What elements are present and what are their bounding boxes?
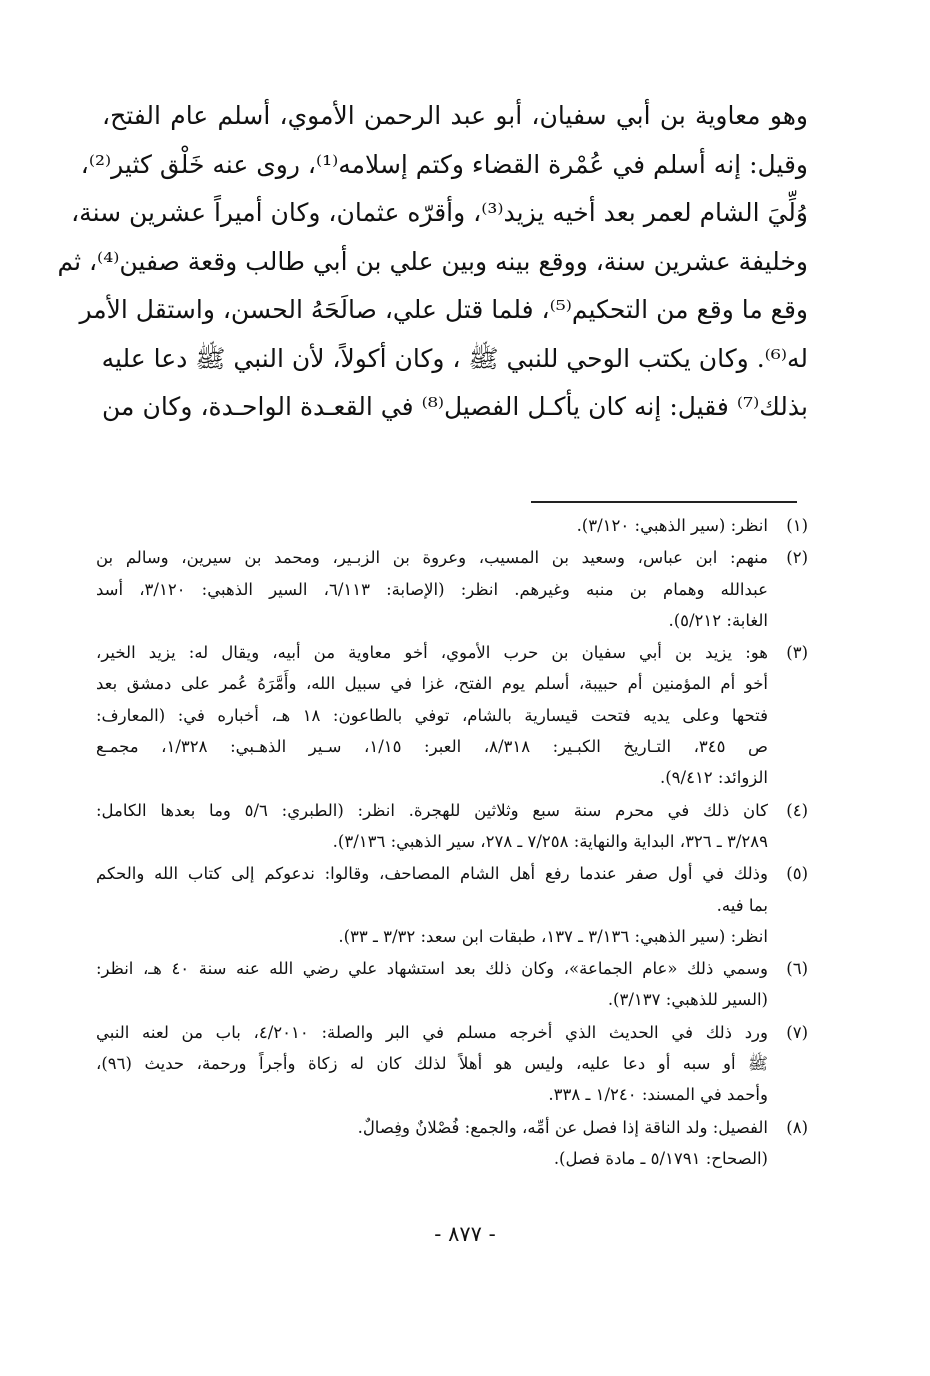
footnote-body bbox=[96, 953, 768, 1016]
main-text-line: بذلك⁽⁷⁾ فقيل: إنه كان يأكـل الفصيل⁽⁸⁾ في القعـدة الواحـدة، وكان من bbox=[102, 392, 808, 421]
footnote-line: وذلك في أول صفر عندما رفع أهل الشام المصاحف، وقالوا: ندعوكم إلى كتاب الله والحكم bbox=[96, 864, 768, 884]
footnote-line: الزوائد: ٩/٤١٢). bbox=[659, 768, 768, 788]
footnote-body bbox=[96, 858, 768, 952]
footnote-line: ٣/٢٨٩ ـ ٣٢٦، البداية والنهاية: ٧/٢٥٨ ـ ٢٧٨، سير الذهبي: ٣/١٣٦). bbox=[332, 831, 768, 851]
footnotes bbox=[96, 510, 808, 1175]
footnote-line: الغابة: ٥/٢١٢). bbox=[668, 610, 768, 630]
footnote-line: هو: يزيد بن أبي سفيان بن حرب الأموي، أخو معاوية من أبيه، ويقال له: يزيد الخير، bbox=[96, 643, 768, 663]
footnote-2 bbox=[96, 542, 808, 636]
page-number: - ٨٧٧ - bbox=[434, 1222, 496, 1246]
footnote-line: الفصيل: ولد الناقة إذا فصل عن أمِّه، والجمع: فُصْلانٌ وفِصالٌ. bbox=[357, 1117, 768, 1137]
footnote-line: ص ٣٤٥، التـاريخ الكبـير: ٨/٣١٨، العبر: ١/١٥، سـير الذهـبي: ١/٣٢٨، مجمـع bbox=[96, 737, 769, 757]
footnote-3 bbox=[96, 637, 808, 793]
footnote-4 bbox=[96, 795, 808, 858]
footnote-line: انظر: (سير الذهبي: ٣/١٣٦ ـ ١٣٧، طبقات ابن سعد: ٣/٣٢ ـ ٣٣). bbox=[338, 926, 768, 946]
footnote-number: (٣) bbox=[786, 643, 808, 663]
footnote-6 bbox=[96, 953, 808, 1016]
footnote-number: (٧) bbox=[786, 1022, 808, 1042]
footnote-line: كان ذلك في محرم سنة سبع وثلاثين للهجرة. انظر: (الطبري: ٥/٦ وما بعدها الكامل: bbox=[96, 800, 768, 820]
main-text-line: وُلِّيَ الشام لعمر بعد أخيه يزيد⁽³⁾، وأقرّه عثمان، وكان أميراً عشرين سنة، bbox=[71, 198, 808, 227]
main-text-line: وقيل: إنه أسلم في عُمْرة القضاء وكتم إسلامه⁽¹⁾، روى عنه خَلْق كثير⁽²⁾، bbox=[80, 149, 808, 179]
footnote-line: (السير للذهبي: ٣/١٣٧). bbox=[607, 990, 768, 1010]
footnote-7 bbox=[96, 1017, 808, 1111]
footnote-line: ورد ذلك في الحديث الذي أخرجه مسلم في البر والصلة: ٤/٢٠١٠، باب من لعنه النبي bbox=[96, 1022, 768, 1042]
footnote-number: (٨) bbox=[786, 1117, 808, 1137]
footnote-body bbox=[96, 542, 768, 636]
footnote-line: أخو أم المؤمنين أم حبيبة، أسلم يوم الفتح، غزا في سبيل الله، وأَمَّرَهُ عُمر على دمشق بعد bbox=[96, 674, 768, 694]
footnote-1 bbox=[96, 510, 808, 541]
footnote-number: (٢) bbox=[786, 548, 808, 568]
footnote-body bbox=[96, 795, 768, 858]
footnote-line: وأحمد في المسند: ١/٢٤٠ ـ ٣٣٨. bbox=[548, 1085, 768, 1105]
footnote-body bbox=[96, 637, 768, 793]
footnote-separator bbox=[531, 501, 797, 503]
footnote-8 bbox=[96, 1112, 808, 1175]
footnote-body bbox=[96, 510, 768, 541]
main-text-line: وهو معاوية بن أبي سفيان، أبو عبد الرحمن الأموي، أسلم عام الفتح، bbox=[102, 101, 808, 130]
footnote-line: ﷺ أو سبه أو دعا عليه، وليس هو أهلاً لذلك كان له زكاة وأجراً ورحمة، حديث (٩٦)، bbox=[96, 1054, 768, 1074]
footnote-body bbox=[96, 1112, 768, 1175]
footnote-number: (٥) bbox=[786, 864, 808, 884]
main-text bbox=[57, 92, 808, 432]
footnote-number: (٦) bbox=[786, 959, 808, 979]
footnote-body bbox=[96, 1017, 768, 1111]
footnote-line: منهم: ابن عباس، وسعيد بن المسيب، وعروة بن الزبـير، ومحمد بن سيرين، وسالم بن bbox=[96, 548, 768, 568]
footnote-line: فتحها وعلى يديه فتحت قيسارية بالشام، توفي بالطاعون: ١٨ هـ، أخباره في: (المعارف: bbox=[96, 705, 768, 725]
footnote-line: انظر: (سير الذهبي: ٣/١٢٠). bbox=[576, 516, 768, 535]
footnote-line: (الصحاح: ٥/١٧٩١ ـ مادة فصل). bbox=[553, 1148, 768, 1168]
footnote-number: (١) bbox=[786, 516, 808, 535]
footnote-line: عبدالله وهمام بن منبه وغيرهم. انظر: (الإصابة: ٦/١١٣، السير الذهبي: ٣/١٢٠، أسد bbox=[96, 579, 768, 599]
footnote-5 bbox=[96, 858, 808, 952]
main-text-line: له⁽⁶⁾. وكان يكتب الوحي للنبي ﷺ ، وكان أكولاً، لأن النبي ﷺ دعا عليه bbox=[101, 343, 808, 373]
footnote-number: (٤) bbox=[786, 800, 808, 820]
footnote-line: وسمي ذلك «عام الجماعة»، وكان ذلك بعد استشهاد علي رضي الله عنه سنة ٤٠ هـ، انظر: bbox=[96, 959, 768, 979]
main-text-line: وقع ما وقع من التحكيم⁽⁵⁾، فلما قتل علي، صالَحَهُ الحسن، واستقل الأمر bbox=[79, 295, 808, 324]
footnote-line: بما فيه. bbox=[716, 895, 768, 915]
main-text-line: وخليفة عشرين سنة، ووقع بينه وبين علي بن أبي طالب وقعة صفين⁽⁴⁾، ثم bbox=[57, 246, 808, 276]
